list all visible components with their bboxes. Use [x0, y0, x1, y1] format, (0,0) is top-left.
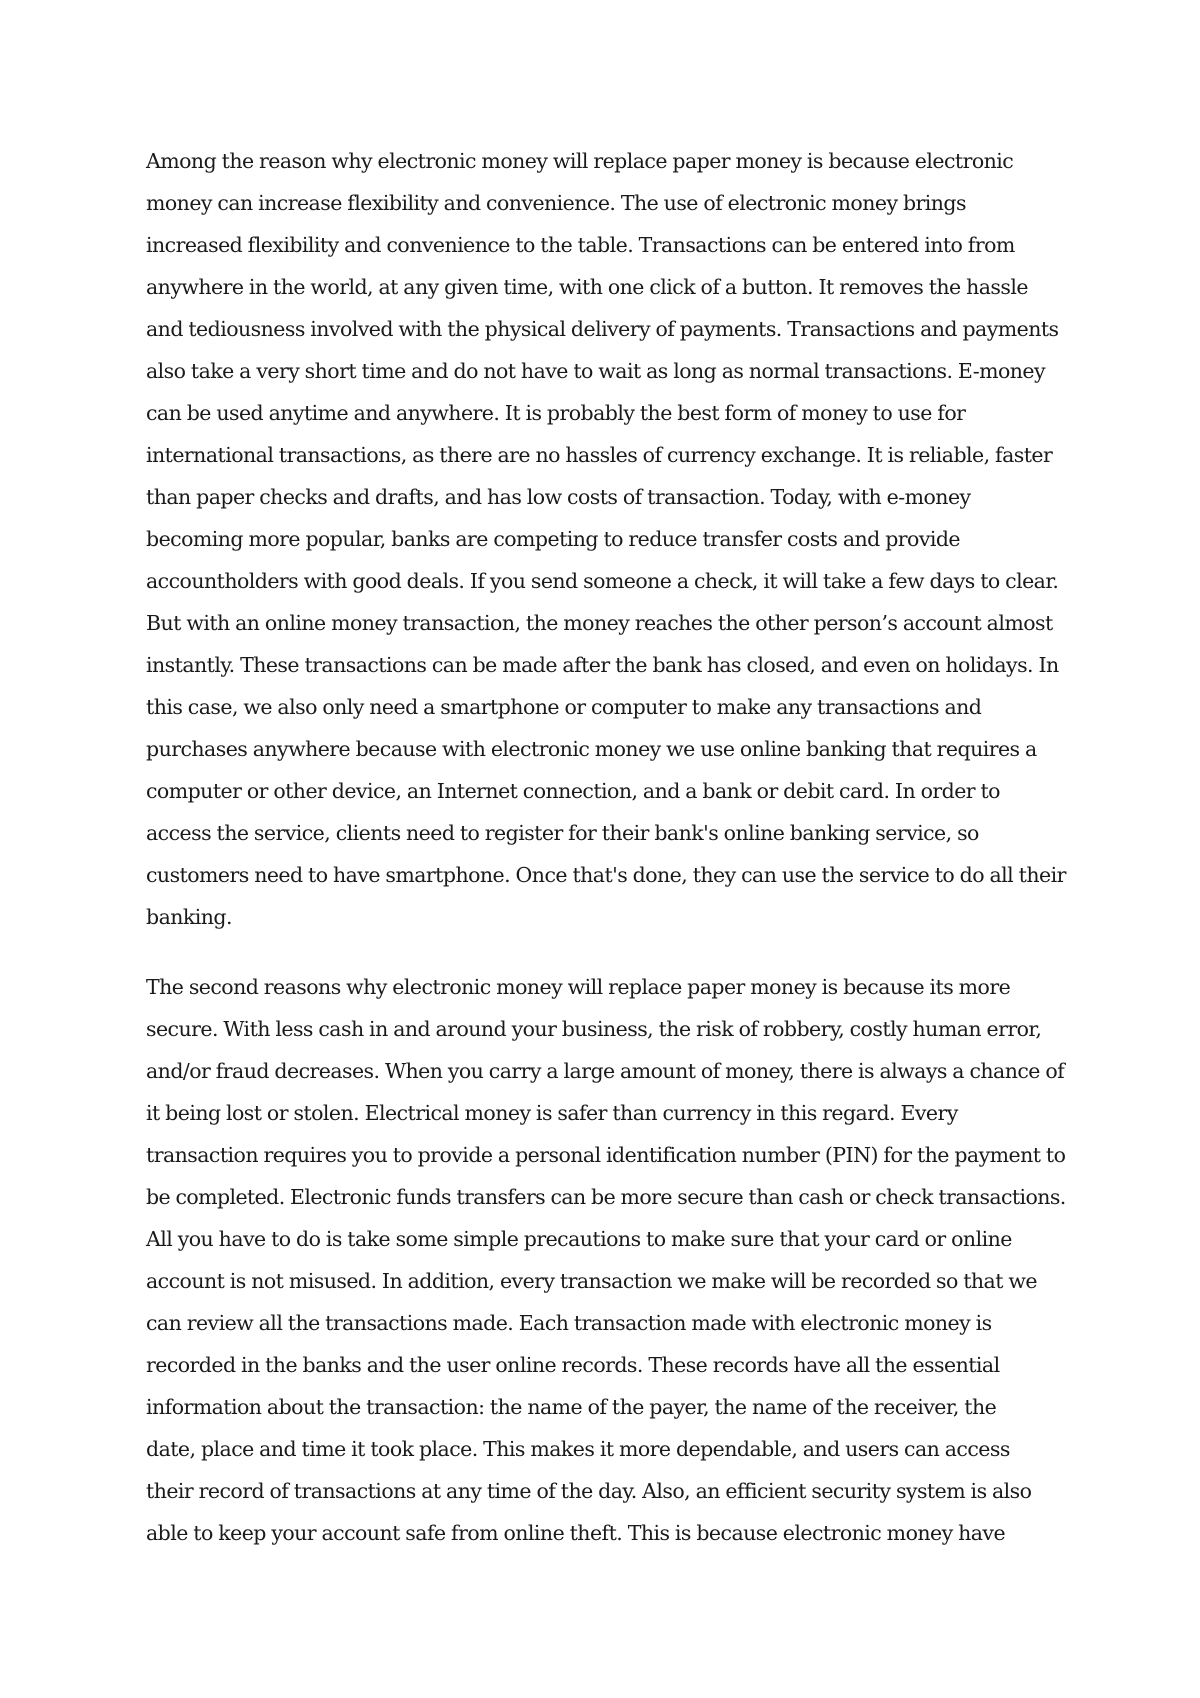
paragraph-line: computer or other device, an Internet connection, and a bank or debit card. In order to	[146, 779, 1000, 803]
paragraph-line: can review all the transactions made. Each transaction made with electronic money is	[146, 1311, 992, 1335]
paragraph-line: money can increase flexibility and convenience. The use of electronic money brings	[146, 191, 966, 215]
paragraph-line: able to keep your account safe from online theft. This is because electronic money have	[146, 1521, 1006, 1545]
paragraph-line: account is not misused. In addition, every transaction we make will be recorded so that we	[146, 1269, 1037, 1293]
paragraph-line: it being lost or stolen. Electrical money is safer than currency in this regard. Every	[146, 1101, 958, 1125]
paragraph-line: can be used anytime and anywhere. It is probably the best form of money to use for	[146, 401, 966, 425]
paragraph-line: information about the transaction: the name of the payer, the name of the receiver, the	[146, 1395, 997, 1419]
paragraph-line: be completed. Electronic funds transfers can be more secure than cash or check transactions.	[146, 1185, 1066, 1209]
paragraph-line: All you have to do is take some simple precautions to make sure that your card or online	[146, 1227, 1012, 1251]
paragraph-line: also take a very short time and do not have to wait as long as normal transactions. E-money	[146, 359, 1046, 383]
paragraph-line: anywhere in the world, at any given time, with one click of a button. It removes the hassle	[146, 275, 1028, 299]
paragraph-line: transaction requires you to provide a personal identification number (PIN) for the payment to	[146, 1143, 1066, 1167]
paragraph-line: than paper checks and drafts, and has low costs of transaction. Today, with e-money	[146, 485, 971, 509]
paragraph-line: international transactions, as there are no hassles of currency exchange. It is reliable, faster	[146, 443, 1053, 467]
paragraph-line: this case, we also only need a smartphone or computer to make any transactions and	[146, 695, 982, 719]
paragraph-line: and/or fraud decreases. When you carry a large amount of money, there is always a chance of	[146, 1059, 1065, 1083]
paragraph-line: But with an online money transaction, the money reaches the other person’s account almost	[146, 611, 1053, 635]
paragraph-line: Among the reason why electronic money will replace paper money is because electronic	[146, 149, 1014, 173]
paragraph-line: banking.	[146, 905, 232, 929]
paragraph-line: access the service, clients need to register for their bank's online banking service, so	[146, 821, 979, 845]
paragraph-line: and tediousness involved with the physical delivery of payments. Transactions and payments	[146, 317, 1059, 341]
paragraph-line: customers need to have smartphone. Once that's done, they can use the service to do all their	[146, 863, 1066, 887]
paragraph-line: purchases anywhere because with electronic money we use online banking that requires a	[146, 737, 1037, 761]
paragraph-2	[146, 966, 1066, 1554]
paragraph-line: accountholders with good deals. If you send someone a check, it will take a few days to clear.	[146, 569, 1059, 593]
paragraph-1	[146, 140, 1066, 938]
paragraph-line: instantly. These transactions can be made after the bank has closed, and even on holidays. In	[146, 653, 1059, 677]
paragraph-line: secure. With less cash in and around your business, the risk of robbery, costly human error,	[146, 1017, 1042, 1041]
paragraph-line: becoming more popular, banks are competing to reduce transfer costs and provide	[146, 527, 961, 551]
paragraph-line: date, place and time it took place. This makes it more dependable, and users can access	[146, 1437, 1010, 1461]
paragraph-line: The second reasons why electronic money will replace paper money is because its more	[146, 975, 1011, 999]
paragraph-line: recorded in the banks and the user online records. These records have all the essential	[146, 1353, 1000, 1377]
paragraph-line: their record of transactions at any time of the day. Also, an efficient security system is also	[146, 1479, 1032, 1503]
paragraph-line: increased flexibility and convenience to the table. Transactions can be entered into from	[146, 233, 1015, 257]
